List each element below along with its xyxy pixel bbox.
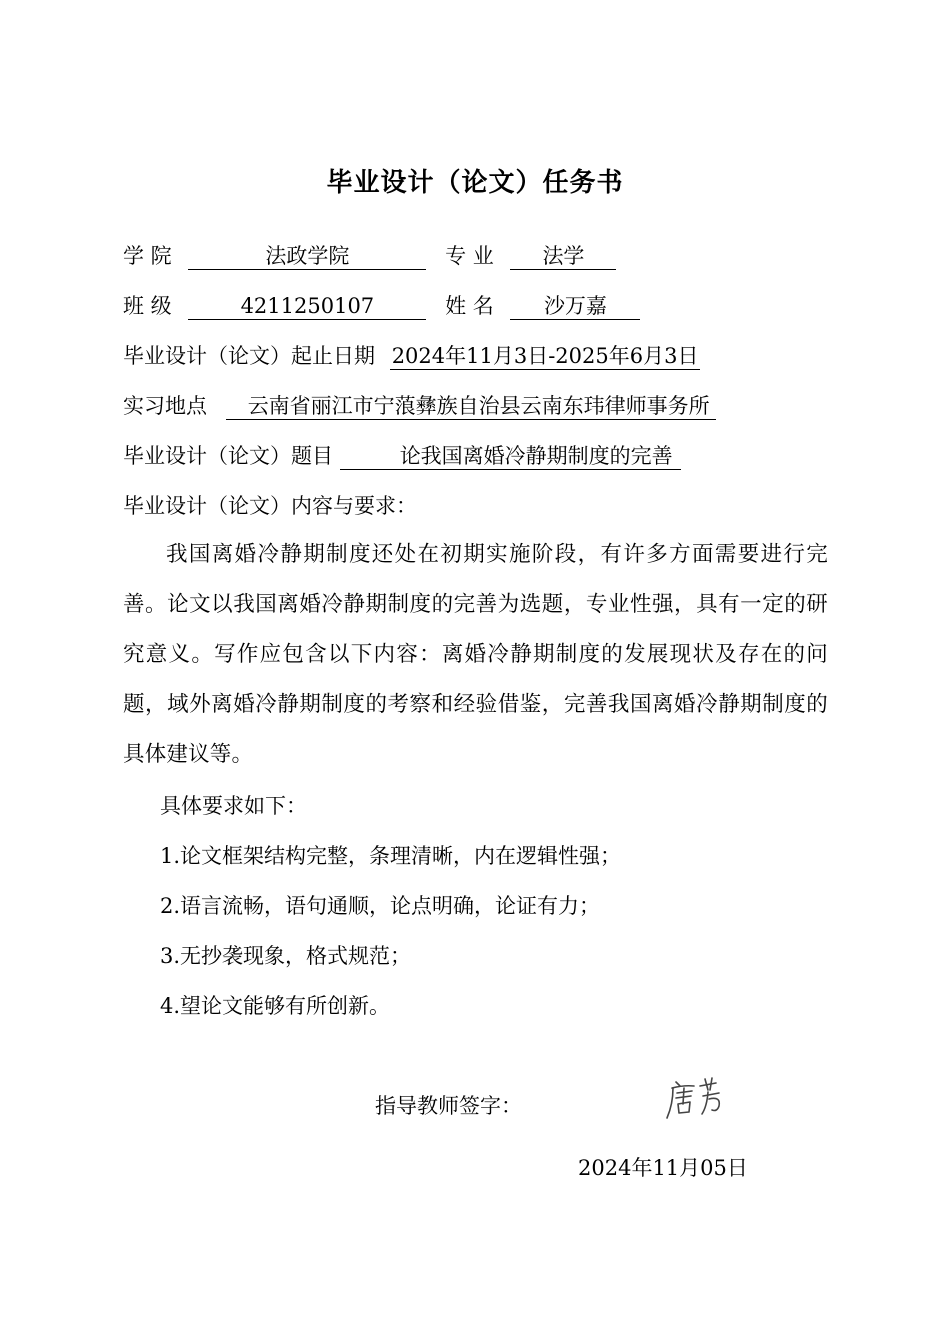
class-label: 班 级 [123, 294, 172, 318]
name-label: 姓 名 [445, 294, 494, 318]
requirement-item: 3.无抄袭现象，格式规范； [160, 944, 412, 968]
requirement-item: 1.论文框架结构完整，条理清晰，内在逻辑性强； [160, 844, 622, 868]
topic-value: 论我国离婚冷静期制度的完善 [340, 443, 681, 470]
requirement-item: 2.语言流畅，语句通顺，论点明确，论证有力； [160, 894, 601, 918]
internship-label: 实习地点 [123, 394, 207, 418]
period-label: 毕业设计（论文）起止日期 [123, 344, 375, 368]
internship-row [123, 391, 716, 421]
major-label: 专 业 [445, 244, 494, 268]
class-name-row [123, 291, 640, 321]
student-name-value: 沙万嘉 [510, 293, 640, 320]
date: 2024年11月05日 [578, 1156, 748, 1180]
topic-label: 毕业设计（论文）题目 [123, 444, 333, 468]
content-paragraph: 我国离婚冷静期制度还处在初期实施阶段，有许多方面需要进行完善。论文以我国离婚冷静期制度的完善为选题，专业性强，具有一定的研究意义。写作应包含以下内容：离婚冷静期制度的发展现状及存在的问题，域外离婚冷静期制度的考察和经验借鉴，完善我国离婚冷静期制度的具体建议等。 [123, 542, 828, 767]
class-value: 4211250107 [188, 293, 426, 320]
college-value: 法政学院 [188, 243, 426, 270]
major-value: 法学 [510, 243, 616, 270]
period-row [123, 341, 700, 371]
signature-label: 指导教师签字： [375, 1094, 522, 1118]
handwritten-signature [664, 1074, 728, 1122]
requirement-item: 4.望论文能够有所创新。 [160, 994, 391, 1018]
requirements-intro: 具体要求如下： [160, 794, 307, 818]
college-major-row [123, 241, 616, 271]
period-value: 2024年11月3日-2025年6月3日 [391, 344, 699, 368]
content-label: 毕业设计（论文）内容与要求： [123, 494, 417, 518]
college-label: 学 院 [123, 244, 172, 268]
internship-value: 云南省丽江市宁蒗彝族自治县云南东玮律师事务所 [226, 393, 716, 420]
page-title: 毕业设计（论文）任务书 [326, 168, 624, 198]
topic-row [123, 441, 681, 471]
